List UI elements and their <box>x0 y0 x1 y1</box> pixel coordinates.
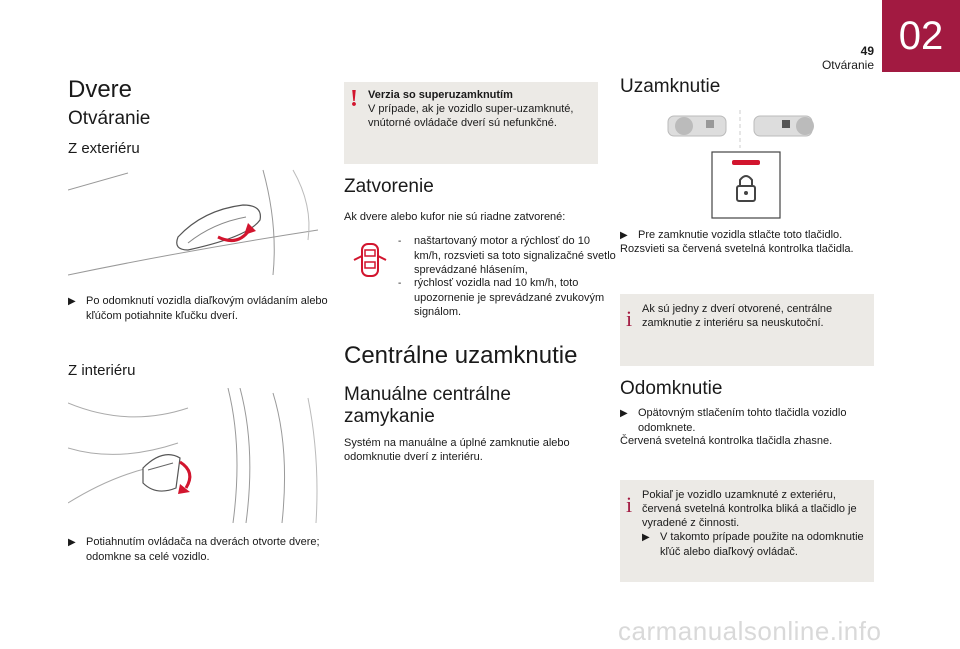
interior-handle-illustration <box>68 388 323 523</box>
unlock-step: ▶ Opätovným stlačením tohto tlačidla vozidlo odomknete. <box>620 407 847 434</box>
info-icon: i <box>626 306 633 331</box>
unlock-info-box <box>620 480 874 582</box>
warning-title: Verzia so superuzamknutím <box>368 89 513 101</box>
unlock-result: Červená svetelná kontrolka tlačidla zhasne. <box>620 435 833 447</box>
bullet-arrow-icon: ▶ <box>68 537 76 548</box>
section-title-exterior: Z exteriéru <box>68 140 140 157</box>
watermark-url: carmanualsonline.info <box>618 616 882 646</box>
page-number: 49 <box>860 44 874 58</box>
interior-instruction: ▶ Potiahnutím ovládača na dverách otvorte dvere; odomkne sa celé vozidlo. <box>68 536 320 563</box>
closing-item-2: - rýchlosť vozidla nad 10 km/h, toto upozornenie je sprevádzané zvukovým signálom. <box>398 277 605 318</box>
manual-locking-title: Manuálne centrálne zamykanie <box>344 384 511 427</box>
unlock-info-text: Pokiaľ je vozidlo uzamknuté z exteriéru, červená svetelná kontrolka bliká a tlačidlo je vyradené z činnosti. <box>642 489 857 529</box>
closing-item-1: - naštartovaný motor a rýchlosť do 10 km/h, rozsvieti sa toto signalizačné svetlo sprevádzané hlásením, <box>398 235 616 276</box>
chapter-title: Otváranie <box>821 58 874 72</box>
page-title: Dvere <box>68 76 133 103</box>
door-open-warning-icon <box>352 240 388 285</box>
lock-info-text: Ak sú jedny z dverí otvorené, centrálne zamknutie z interiéru sa neuskutoční. <box>642 303 833 329</box>
warning-exclamation-icon: ! <box>350 86 358 112</box>
warning-box <box>344 82 598 164</box>
bullet-arrow-icon: ▶ <box>642 532 650 543</box>
central-lock-button-illustration <box>660 108 835 220</box>
bullet-arrow-icon: ▶ <box>620 230 628 241</box>
manual-locking-text: Systém na manuálne a úplné zamknutie alebo odomknutie dverí z interiéru. <box>344 437 570 463</box>
closing-title: Zatvorenie <box>344 176 434 197</box>
lock-result: Rozsvieti sa červená svetelná kontrolka tlačidla. <box>620 243 854 255</box>
warning-text: V prípade, ak je vozidlo super-uzamknuté, vnútorné ovládače dverí sú nefunkčné. <box>368 103 574 129</box>
exterior-instruction: ▶ Po odomknutí vozidla diaľkovým ovládaním alebo kľúčom potiahnite kľučku dverí. <box>68 295 328 322</box>
chapter-tab: 02 <box>882 0 960 72</box>
lock-step: ▶ Pre zamknutie vozidla stlačte toto tlačidlo. <box>620 229 843 241</box>
closing-intro: Ak dvere alebo kufor nie sú riadne zatvorené: <box>344 211 566 223</box>
central-locking-title: Centrálne uzamknutie <box>344 342 578 369</box>
unlock-title: Odomknutie <box>620 378 723 399</box>
info-icon: i <box>626 492 633 517</box>
bullet-arrow-icon: ▶ <box>68 296 76 307</box>
section-title-interior: Z interiéru <box>68 362 136 379</box>
lock-info-box <box>620 294 874 366</box>
exterior-handle-illustration <box>68 165 323 280</box>
unlock-info-bullet: ▶ V takomto prípade použite na odomknutie kľúč alebo diaľkový ovládač. <box>642 531 864 558</box>
bullet-arrow-icon: ▶ <box>620 408 628 419</box>
subtitle-opening: Otváranie <box>68 108 151 129</box>
lock-title: Uzamknutie <box>620 76 721 97</box>
